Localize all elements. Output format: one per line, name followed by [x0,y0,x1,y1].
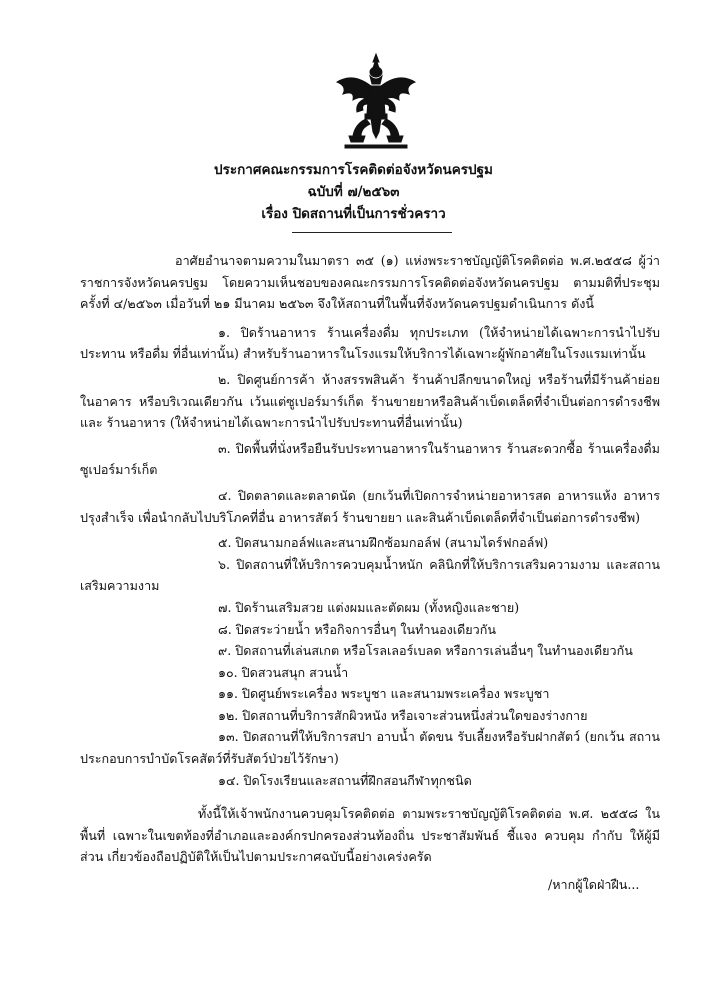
list-item: ๔. ปิดตลาดและตลาดนัด (ยกเว้นที่เปิดการจำหน่ายอาหารสด อาหารแห้ง อาหารปรุงสำเร็จ เพื่อนำกลับไปบริโภคที่อื่น อาหารสัตว์ ร้านขายยา และสินค้าเบ็ดเตล็ดที่จำเป็นต่อการดำรงชีพ) [80,487,660,525]
list-item: ๑๓. ปิดสถานที่ให้บริการสปา อาบน้ำ ตัดขน รับเลี้ยงหรือรับฝากสัตว์ (ยกเว้น สถานประกอบการบำบัดโรคสัตว์ที่รับสัตว์ป่วยไว้รักษา) [80,729,660,767]
list-item: ๑. ปิดร้านอาหาร ร้านเครื่องดื่ม ทุกประเภท (ให้จำหน่ายได้เฉพาะการนำไปรับประทาน หรือดื่ม ที่อื่นเท่านั้น) สำหรับร้านอาหารในโรงแรมให้บริการได้เฉพาะผู้พักอาศัยในโรงแรมเท่านั้น [80,324,660,362]
page-continuation-note: /หากผู้ใดฝ่าฝืน... [548,877,640,892]
garuda-emblem-icon [333,52,419,152]
announcement-number: ฉบับที่ ๗/๒๕๖๓ [307,184,400,200]
list-item: ๑๒. ปิดสถานที่บริการสักผิวหนัง หรือเจาะส่วนหนึ่งส่วนใดของร่างกาย [218,707,588,723]
document-body [80,250,660,875]
intro-paragraph: อาศัยอำนาจตามความในมาตรา ๓๕ (๑) แห่งพระราชบัญญัติโรคติดต่อ พ.ศ.๒๕๕๘ ผู้ว่าราชการจังหวัดนครปฐม โดยความเห็นชอบของคณะกรรมการโรคติดต่อจังหวัดนครปฐม ตามมติที่ประชุม ครั้งที่ ๔/๒๕๖๓ เมื่อวันที่ ๒๑ มีนาคม ๒๕๖๓ จึงให้สถานที่ในพื้นที่จังหวัดนครปฐมดำเนินการ ดังนี้ [80,253,660,312]
list-item: ๙. ปิดสถานที่เล่นสเกต หรือโรลเลอร์เบลด หรือการเล่นอื่นๆ ในทำนองเดียวกัน [218,643,633,659]
announcement-subject: เรื่อง ปิดสถานที่เป็นการชั่วคราว [261,206,446,222]
closing-paragraph: ทั้งนี้ให้เจ้าพนักงานควบคุมโรคติดต่อ ตามพระราชบัญญัติโรคติดต่อ พ.ศ. ๒๕๕๘ ในพื้นที่ เฉพาะในเขตท้องที่อำเภอและองค์กรปกครองส่วนท้องถิ่น ประชาสัมพันธ์ ชี้แจง ควบคุม กำกับ ให้ผู้มีส่วน เกี่ยวข้องถือปฏิบัติให้เป็นไปตามประกาศฉบับนี้อย่างเคร่งครัด [80,806,660,865]
list-item: ๖. ปิดสถานที่ให้บริการควบคุมน้ำหนัก คลินิกที่ให้บริการเสริมความงาม และสถานเสริมความงาม [80,556,660,594]
list-item: ๑๔. ปิดโรงเรียนและสถานที่ฝึกสอนกีฬาทุกชนิด [218,772,472,788]
list-item: ๘. ปิดสระว่ายน้ำ หรือกิจการอื่นๆ ในทำนองเดียวกัน [218,621,496,637]
list-item: ๑๐. ปิดสวนสนุก สวนน้ำ [218,664,349,680]
list-item: ๑๑. ปิดศูนย์พระเครื่อง พระบูชา และสนามพระเครื่อง พระบูชา [218,686,550,702]
announcement-title: ประกาศคณะกรรมการโรคติดต่อจังหวัดนครปฐม [214,162,493,178]
list-item: ๗. ปิดร้านเสริมสวย แต่งผมและตัดผม (ทั้งหญิงและชาย) [218,599,520,615]
list-item: ๕. ปิดสนามกอล์ฟและสนามฝึกซ้อมกอล์ฟ (สนามไดร์ฟกอล์ฟ) [218,535,549,551]
header-divider [292,232,452,233]
list-item: ๓. ปิดพื้นที่นั่งหรือยืนรับประทานอาหารในร้านอาหาร ร้านสะดวกซื้อ ร้านเครื่องดื่ม ซูเปอร์มาร์เก็ต [80,440,660,478]
list-item: ๒. ปิดศูนย์การค้า ห้างสรรพสินค้า ร้านค้าปลีกขนาดใหญ่ หรือร้านที่มีร้านค้าย่อยในอาคาร หรือบริเวณเดียวกัน เว้นแต่ซูเปอร์มาร์เก็ต ร้านขายยาหรือสินค้าเบ็ดเตล็ดที่จำเป็นต่อการดำรงชีพ และ ร้านอาหาร (ให้จำหน่ายได้เฉพาะการนำไปรับประทานที่อื่นเท่านั้น) [80,371,660,431]
